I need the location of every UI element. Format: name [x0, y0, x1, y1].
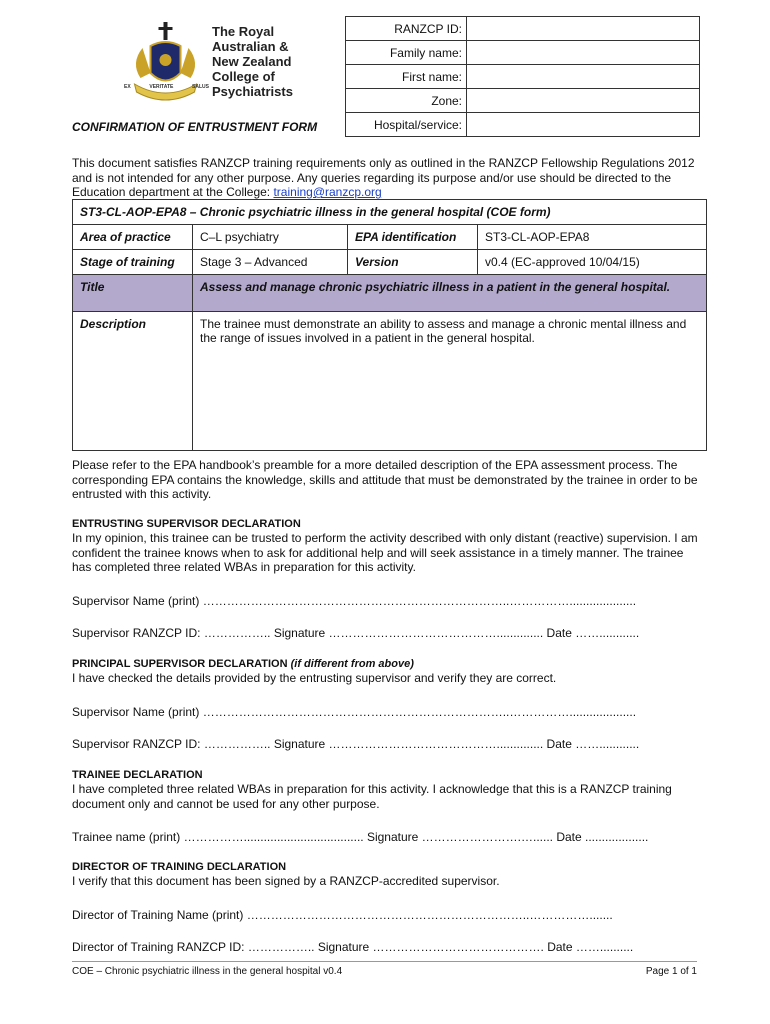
id-field-input[interactable] [467, 89, 700, 113]
college-crest-logo [118, 18, 213, 108]
college-name-line: The Royal [212, 24, 275, 39]
id-field-row [346, 41, 700, 65]
id-field-row [346, 17, 700, 41]
entrusting-text: In my opinion, this trainee can be trusted to perform the activity described with only distant (reactive) supervision. I am confident the trainee knows when to ask for additional help and will seek assistance in a timely manner. The trainee has completed three related WBAs in preparation for this activity. [72, 531, 698, 574]
principal-text: I have checked the details provided by the entrusting supervisor and verify they are correct. [72, 671, 557, 685]
director-id-line[interactable]: Director of Training RANZCP ID: …………….. Signature ……………………………………. Date …….......... [72, 940, 634, 954]
intro-text: This document satisfies RANZCP training requirements only as outlined in the RANZCP Fellowship Regulations 2012 and is not intended for any other purpose. Any queries regarding its purpose and/or use should be directed to the Education department at the College: [72, 156, 695, 199]
college-name-line: Australian & [212, 39, 289, 54]
id-field-label: RANZCP ID: [346, 17, 467, 41]
version-value: v0.4 (EC-approved 10/04/15) [478, 250, 707, 275]
intro-paragraph [72, 156, 702, 200]
trainee-id-table [345, 16, 700, 137]
college-name [212, 24, 293, 99]
id-field-input[interactable] [467, 41, 700, 65]
principal-name-line[interactable]: Supervisor Name (print) …………………………………………………………………..…………….................... [72, 705, 637, 719]
footer-title: COE – Chronic psychiatric illness in the general hospital v0.4 [72, 966, 343, 977]
director-name-line[interactable]: Director of Training Name (print) ……………………………………………………………..……………....... [72, 908, 613, 922]
id-field-label: Hospital/service: [346, 113, 467, 137]
education-email-link[interactable]: training@ranzcp.org [273, 185, 382, 199]
college-name-line: College of [212, 69, 275, 84]
epa-id-value: ST3-CL-AOP-EPA8 [478, 225, 707, 250]
crest-motto [124, 84, 209, 90]
version-label: Version [348, 250, 478, 275]
refer-paragraph: Please refer to the EPA handbook’s preamble for a more detailed description of the EPA assessment process. The corresponding EPA contains the knowledge, skills and attitude that must be demonstrated by the trainee in order to be entrusted with this activity. [72, 458, 698, 501]
title-label: Title [73, 275, 193, 312]
description-label: Description [73, 312, 193, 451]
description-value: The trainee must demonstrate an ability to assess and manage a chronic mental illness and the range of issues involved in a patient in the general hospital. [193, 312, 707, 451]
epa-heading: ST3-CL-AOP-EPA8 – Chronic psychiatric illness in the general hospital (COE form) [73, 200, 707, 225]
form-title: CONFIRMATION OF ENTRUSTMENT FORM [72, 120, 318, 134]
trainee-text: I have completed three related WBAs in preparation for this activity. I acknowledge that this is a RANZCP training document only and cannot be used for any other purpose. [72, 782, 672, 811]
epa-id-label: EPA identification [348, 225, 478, 250]
stage-label: Stage of training [73, 250, 193, 275]
trainee-heading: TRAINEE DECLARATION [72, 769, 203, 781]
footer-divider [72, 961, 697, 962]
page-footer [72, 966, 697, 977]
motto-word: VERITATE [149, 84, 174, 90]
entrusting-id-line[interactable]: Supervisor RANZCP ID: …………….. Signature …………………………………….............. Date ……............ [72, 626, 640, 640]
principal-heading-note: (if different from above) [290, 658, 414, 670]
director-heading: DIRECTOR OF TRAINING DECLARATION [72, 861, 287, 873]
id-field-label: Zone: [346, 89, 467, 113]
entrusting-name-line[interactable]: Supervisor Name (print) …………………………………………………………………..…………….................... [72, 594, 637, 608]
principal-heading [72, 658, 414, 670]
epa-details-table [72, 199, 707, 451]
page-number: Page 1 of 1 [645, 966, 697, 977]
principal-heading-text: PRINCIPAL SUPERVISOR DECLARATION [72, 658, 291, 670]
id-field-label: Family name: [346, 41, 467, 65]
college-name-line: New Zealand [212, 54, 292, 69]
trainee-line[interactable]: Trainee name (print) …………….................................... Signature …………………….…...... Date ................... [72, 830, 649, 844]
entrusting-heading: ENTRUSTING SUPERVISOR DECLARATION [72, 518, 301, 530]
principal-id-line[interactable]: Supervisor RANZCP ID: …………….. Signature …………………………………….............. Date ……............ [72, 737, 640, 751]
id-field-input[interactable] [467, 113, 700, 137]
director-text: I verify that this document has been signed by a RANZCP-accredited supervisor. [72, 874, 500, 888]
area-label: Area of practice [73, 225, 193, 250]
id-field-input[interactable] [467, 65, 700, 89]
id-field-row [346, 65, 700, 89]
stage-value: Stage 3 – Advanced [193, 250, 348, 275]
id-field-input[interactable] [467, 17, 700, 41]
id-field-row [346, 89, 700, 113]
motto-word: EX [124, 84, 131, 90]
id-field-row [346, 113, 700, 137]
motto-word: SALUS [192, 84, 209, 90]
college-name-line: Psychiatrists [212, 84, 293, 99]
title-value: Assess and manage chronic psychiatric illness in a patient in the general hospital. [193, 275, 707, 312]
area-value: C–L psychiatry [193, 225, 348, 250]
id-field-label: First name: [346, 65, 467, 89]
